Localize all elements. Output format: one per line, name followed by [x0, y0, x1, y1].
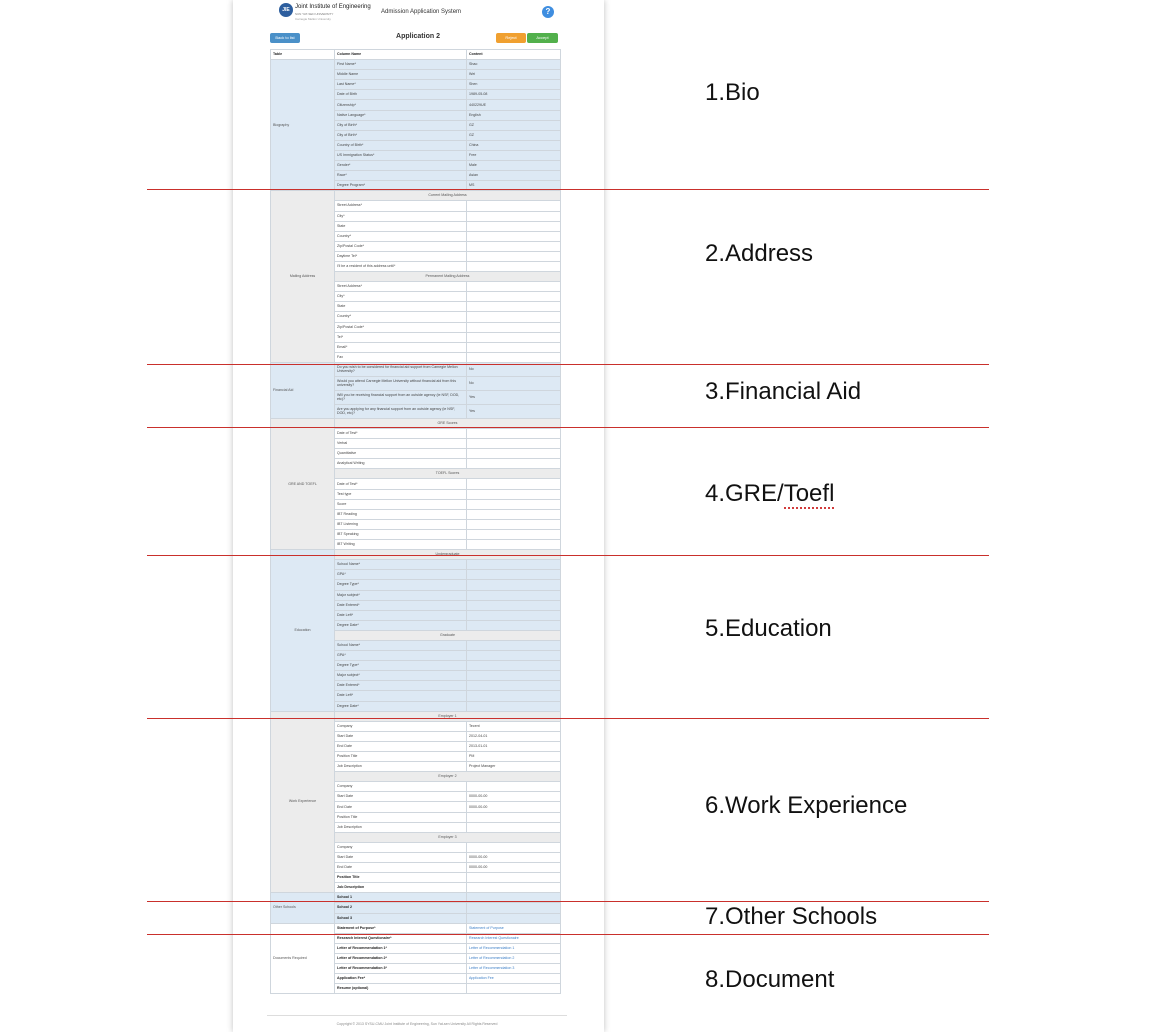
field-value: Project Manager	[467, 762, 561, 772]
subsection-title: Employer 1	[335, 711, 561, 721]
field-value	[467, 651, 561, 661]
field-label: Middle Name	[335, 70, 467, 80]
field-label: Job Description	[335, 883, 467, 893]
field-value	[467, 782, 561, 792]
document-link[interactable]: Research Interest Questionaire	[467, 933, 561, 943]
subsection-row	[271, 191, 561, 201]
field-label: Degree Program*	[335, 181, 467, 191]
field-label: Major subject*	[335, 671, 467, 681]
section-name: Other Schools	[271, 893, 335, 923]
section-divider	[147, 189, 989, 190]
field-value	[467, 499, 561, 509]
document-link[interactable]: Letter of Recommendation 2	[467, 953, 561, 963]
field-label: Citizenship*	[335, 100, 467, 110]
field-value: Shao	[467, 60, 561, 70]
field-label: Test type	[335, 489, 467, 499]
field-label: Letter of Recommendation 2*	[335, 953, 467, 963]
field-value: Male	[467, 161, 561, 171]
table-header-row	[271, 50, 561, 60]
field-label: Would you attend Carnegie Mellon University without financial aid from this university?	[335, 376, 467, 390]
field-value	[467, 580, 561, 590]
field-value: 0000-00-00	[467, 863, 561, 873]
field-value: Free	[467, 150, 561, 160]
field-value: 0000-00-00	[467, 802, 561, 812]
annotation-bio: 1.Bio	[705, 79, 760, 106]
field-value	[467, 251, 561, 261]
field-value	[467, 570, 561, 580]
field-value: MS	[467, 181, 561, 191]
field-label: State	[335, 302, 467, 312]
field-value	[467, 292, 561, 302]
field-value	[467, 439, 561, 449]
subsection-title: Employer 2	[335, 772, 561, 782]
spellcheck-flagged-word: Toefl	[783, 480, 835, 507]
field-value: 2013-01-01	[467, 741, 561, 751]
field-label: Daytime Tel*	[335, 251, 467, 261]
field-value	[467, 352, 561, 362]
field-value	[467, 620, 561, 630]
accept-button[interactable]: Accept	[527, 33, 558, 43]
field-label: Start Date	[335, 792, 467, 802]
section-name: Financial Aid	[271, 362, 335, 418]
field-label: First Name*	[335, 60, 467, 70]
field-label: Start Date	[335, 731, 467, 741]
field-value	[467, 241, 561, 251]
section-divider	[147, 901, 989, 902]
field-label: Score	[335, 499, 467, 509]
field-value	[467, 873, 561, 883]
field-value	[467, 221, 561, 231]
section-divider	[147, 934, 989, 935]
field-value	[467, 509, 561, 519]
table-row	[271, 60, 561, 70]
field-label: Degree Type*	[335, 661, 467, 671]
field-value: English	[467, 110, 561, 120]
field-value	[467, 529, 561, 539]
document-link[interactable]: Statement of Purpose	[467, 923, 561, 933]
field-value	[467, 201, 561, 211]
field-label: School 2	[335, 903, 467, 913]
field-label: City of Birth*	[335, 130, 467, 140]
field-value: PM	[467, 752, 561, 762]
back-to-list-button[interactable]: Back to list	[270, 33, 300, 43]
field-value	[467, 913, 561, 923]
field-label: End Date	[335, 741, 467, 751]
field-value	[467, 312, 561, 322]
field-label: School Name*	[335, 560, 467, 570]
section-divider	[147, 555, 989, 556]
field-label: Degree Date*	[335, 701, 467, 711]
field-value	[467, 691, 561, 701]
field-value	[467, 519, 561, 529]
logo-name: Joint Institute of Engineering	[295, 4, 371, 10]
field-value: 0000-00-00	[467, 792, 561, 802]
field-value	[467, 560, 561, 570]
page-header	[233, 0, 604, 28]
footer-copyright: Copyright © 2013 SYSU-CMU Joint Institute of Engineering, Sun Yat-sen University All Rights Reserved	[336, 1022, 498, 1026]
field-value: Yes	[467, 390, 561, 404]
field-value	[467, 211, 561, 221]
section-name: Documents Required	[271, 923, 335, 994]
field-label: Company	[335, 782, 467, 792]
annotation-document: 8.Document	[705, 966, 835, 993]
field-label: Date of Test*	[335, 429, 467, 439]
field-label: Degree Date*	[335, 620, 467, 630]
field-label: Company	[335, 721, 467, 731]
annotation-gre-prefix: 4.GRE/	[705, 480, 784, 507]
section-divider	[147, 718, 989, 719]
field-label: Company	[335, 842, 467, 852]
table-row	[271, 923, 561, 933]
field-label: City*	[335, 292, 467, 302]
field-label: End Date	[335, 863, 467, 873]
application-table-body	[271, 50, 561, 994]
field-value	[467, 342, 561, 352]
field-label: Date Left*	[335, 610, 467, 620]
field-label: Fax	[335, 352, 467, 362]
field-label: Native Language*	[335, 110, 467, 120]
field-value	[467, 489, 561, 499]
application-table	[270, 49, 561, 994]
field-label: Quantitative	[335, 449, 467, 459]
field-value: GZ	[467, 130, 561, 140]
page-title: Application 2	[396, 33, 440, 40]
field-label: Analytical Writing	[335, 459, 467, 469]
application-page	[233, 0, 604, 1032]
field-label: Are you applying for any financial support from an outside agency (ie NSF, DOD, etc)?	[335, 404, 467, 418]
header-table: Table	[271, 50, 335, 60]
field-label: Major subject*	[335, 590, 467, 600]
field-label: Date of Test*	[335, 479, 467, 489]
field-label: Country*	[335, 312, 467, 322]
annotation-address: 2.Address	[705, 240, 814, 267]
field-value: China	[467, 140, 561, 150]
logo-subtitle-2: Carnegie Mellon University	[295, 17, 331, 21]
field-value: 440229UE	[467, 100, 561, 110]
field-value	[467, 540, 561, 550]
field-label: IBT Writing	[335, 540, 467, 550]
field-label: Date Left*	[335, 691, 467, 701]
field-label: IBT Speaking	[335, 529, 467, 539]
field-label: Start Date	[335, 852, 467, 862]
field-value	[467, 984, 561, 994]
field-value	[467, 322, 561, 332]
field-value: 2012-04-01	[467, 731, 561, 741]
reject-button[interactable]: Reject	[496, 33, 526, 43]
header-content: Content	[467, 50, 561, 60]
field-label: Zip/Postal Code*	[335, 322, 467, 332]
section-name: Biography	[271, 60, 335, 191]
section-divider	[147, 427, 989, 428]
field-label: Statement of Purpose*	[335, 923, 467, 933]
field-value: 0000-00-00	[467, 852, 561, 862]
subsection-row	[271, 711, 561, 721]
field-value	[467, 429, 561, 439]
field-label: Street Address*	[335, 201, 467, 211]
subsection-title: GRE Scores	[335, 418, 561, 428]
field-value: Tecent	[467, 721, 561, 731]
field-value	[467, 671, 561, 681]
field-label: Date of Birth	[335, 90, 467, 100]
field-value: No	[467, 362, 561, 376]
field-value: Wei	[467, 70, 561, 80]
field-label: I'll be a resident of this address until*	[335, 261, 467, 271]
field-label: GPA*	[335, 651, 467, 661]
field-label: School Name*	[335, 640, 467, 650]
field-value	[467, 610, 561, 620]
system-title: Admission Application System	[381, 9, 462, 15]
field-label: Country*	[335, 231, 467, 241]
field-label: Position Title	[335, 873, 467, 883]
field-label: Degree Type*	[335, 580, 467, 590]
annotation-gre-toefl	[705, 480, 834, 508]
field-label: Street Address*	[335, 282, 467, 292]
field-value	[467, 822, 561, 832]
field-label: GPA*	[335, 570, 467, 580]
field-label: Position Title	[335, 752, 467, 762]
field-value	[467, 640, 561, 650]
section-name: Work Experience	[271, 711, 335, 893]
field-label: State	[335, 221, 467, 231]
field-value	[467, 332, 561, 342]
header-column-name: Column Name	[335, 50, 467, 60]
field-value	[467, 842, 561, 852]
section-divider	[147, 364, 989, 365]
field-label: US Immigration Status*	[335, 150, 467, 160]
annotation-education: 5.Education	[705, 615, 832, 642]
field-label: Position Title	[335, 812, 467, 822]
field-label: End Date	[335, 802, 467, 812]
subsection-title: TOEFL Scores	[335, 469, 561, 479]
field-value	[467, 459, 561, 469]
footer-divider	[267, 1015, 567, 1016]
section-name: Education	[271, 550, 335, 712]
field-value: Asian	[467, 171, 561, 181]
field-label: Resume (optional)	[335, 984, 467, 994]
field-value	[467, 661, 561, 671]
field-value: GZ	[467, 120, 561, 130]
logo-icon: JIE	[279, 3, 293, 17]
section-name: GRE AND TOEFL	[271, 418, 335, 549]
field-value	[467, 282, 561, 292]
field-label: Date Entered*	[335, 600, 467, 610]
field-value	[467, 261, 561, 271]
field-label: Research Interest Questionaire*	[335, 933, 467, 943]
field-value: No	[467, 376, 561, 390]
field-value	[467, 812, 561, 822]
field-label: Job Description	[335, 762, 467, 772]
field-value	[467, 701, 561, 711]
field-label: Application Fee*	[335, 974, 467, 984]
document-link[interactable]: Letter of Recommendation 1	[467, 943, 561, 953]
field-value	[467, 302, 561, 312]
field-value: 1989-05-08	[467, 90, 561, 100]
subsection-title: Permanent Mailing Address	[335, 272, 561, 282]
field-label: City of Birth*	[335, 120, 467, 130]
field-label: Gender*	[335, 161, 467, 171]
field-label: Letter of Recommendation 1*	[335, 943, 467, 953]
field-label: Verbal	[335, 439, 467, 449]
field-label: IBT Reading	[335, 509, 467, 519]
field-label: Will you be receiving financial support from an outside agency (ie NSF, DOD, etc)?	[335, 390, 467, 404]
field-label: Do you wish to be considered for financial aid support from Carnegie Mellon University?	[335, 362, 467, 376]
annotation-work-experience: 6.Work Experience	[705, 792, 908, 819]
field-label: Tel*	[335, 332, 467, 342]
field-value	[467, 449, 561, 459]
field-value	[467, 600, 561, 610]
subsection-title: Graduate	[335, 630, 561, 640]
field-label: Race*	[335, 171, 467, 181]
field-label: Email*	[335, 342, 467, 352]
field-label: School 1	[335, 893, 467, 903]
logo-subtitle: SUN YAT-SEN UNIVERSITY	[295, 12, 334, 16]
field-label: IBT Listening	[335, 519, 467, 529]
document-link[interactable]: Application Fee	[467, 974, 561, 984]
field-value	[467, 590, 561, 600]
field-label: School 3	[335, 913, 467, 923]
field-value	[467, 681, 561, 691]
field-value	[467, 883, 561, 893]
field-value: Yes	[467, 404, 561, 418]
field-value	[467, 479, 561, 489]
field-value	[467, 231, 561, 241]
field-label: Letter of Recommendation 3*	[335, 963, 467, 973]
field-label: Last Name*	[335, 80, 467, 90]
section-name: Mailing Address	[271, 191, 335, 363]
field-label: City*	[335, 211, 467, 221]
annotation-other-schools: 7.Other Schools	[705, 903, 878, 930]
help-icon[interactable]: ?	[542, 6, 554, 18]
field-value	[467, 903, 561, 913]
field-label: Job Description	[335, 822, 467, 832]
annotation-financial-aid: 3.Financial Aid	[705, 378, 862, 405]
field-label: Zip/Postal Code*	[335, 241, 467, 251]
subsection-title: Employer 3	[335, 832, 561, 842]
field-value: Shen	[467, 80, 561, 90]
subsection-title: Current Mailing Address	[335, 191, 561, 201]
field-label: Date Entered*	[335, 681, 467, 691]
field-label: Country of Birth*	[335, 140, 467, 150]
document-link[interactable]: Letter of Recommendation 3	[467, 963, 561, 973]
